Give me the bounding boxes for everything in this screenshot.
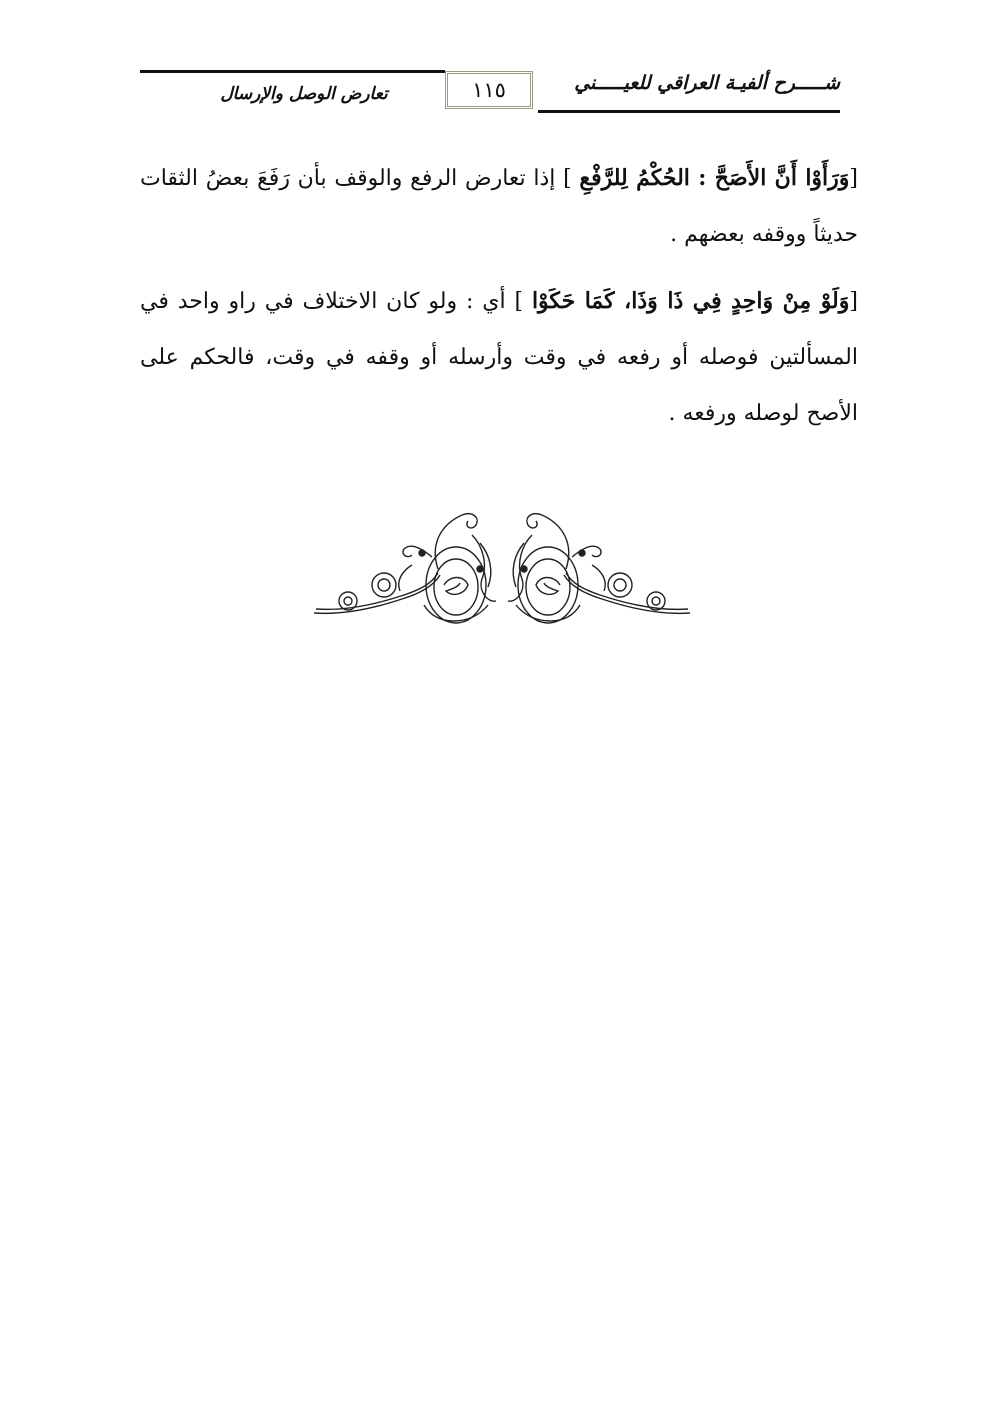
- bracket-open: [: [849, 289, 858, 314]
- paragraph-1: [140, 150, 858, 263]
- book-title: شـــــرح ألفيـة العراقي للعيـــــني: [574, 72, 840, 94]
- bracket-open: [: [849, 166, 859, 191]
- header-rule-right: [538, 110, 840, 113]
- chapter-title: تعارض الوصل والإرسال: [220, 84, 388, 104]
- ornament-right-half: [508, 514, 690, 623]
- paragraph-2: [140, 273, 858, 442]
- commentary-text-2: أي : ولو كان الاختلاف في راو واحد في المسألتين فوصله أو رفعه في وقت وأرسله أو وقفه في وقت، فالحكم على الأصح لوصله ورفعه .: [140, 289, 858, 426]
- verse-text-1: وَرَأَوْا أَنَّ الأَصَحَّ : الحُكْمُ لِلرَّفْعِ: [579, 165, 850, 191]
- commentary-text-1: إذا تعارض الرفع والوقف بأن رَفَعَ بعضُ الثقات حديثاً ووقفه بعضهم .: [140, 166, 858, 247]
- floral-ornament-icon: [312, 505, 692, 635]
- page-header: [140, 66, 840, 118]
- bracket-close: ]: [555, 166, 580, 191]
- page-number: ١١٥: [445, 71, 533, 109]
- page-body: [140, 150, 858, 452]
- ornament-left-half: [314, 514, 496, 623]
- verse-text-2: وَلَوْ مِنْ وَاحِدٍ فِي ذَا وَذَا، كَمَا حَكَوْا: [531, 288, 850, 314]
- bracket-close: ]: [505, 289, 532, 314]
- header-rule-left: [140, 70, 445, 73]
